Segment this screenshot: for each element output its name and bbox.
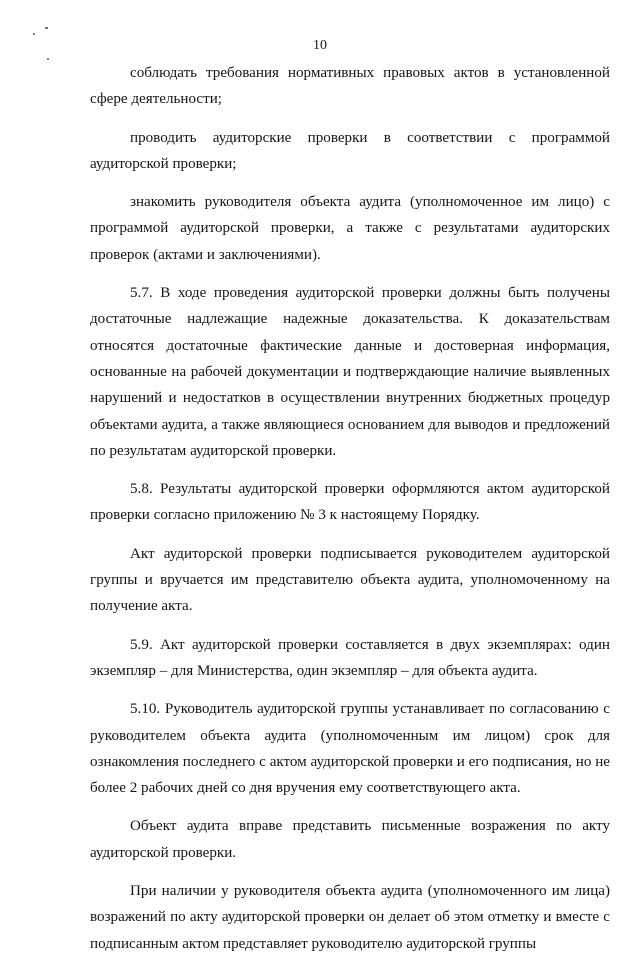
paragraph: знакомить руководителя объекта аудита (уполномоченное им лицо) с программой аудиторской проверки, а также с результатами аудиторских проверок (актами и заключениями). <box>90 194 610 263</box>
paragraph-5-8: 5.8. Результаты аудиторской проверки оформляются актом аудиторской проверки согласно приложению № 3 к настоящему Порядку. <box>90 481 610 524</box>
scan-speck <box>45 27 48 29</box>
paragraph: проводить аудиторские проверки в соответствии с программой аудиторской проверки; <box>90 129 610 172</box>
document-body <box>90 60 610 957</box>
paragraph-5-10: 5.10. Руководитель аудиторской группы устанавливает по согласованию с руководителем объекта аудита (уполномоченным им лицом) срок для ознакомления последнего с актом аудиторской проверки и его подписания, но не более 2 рабочих дней со дня вручения ему соответствующего акта. <box>90 701 610 797</box>
paragraph: При наличии у руководителя объекта аудита (уполномоченного им лица) возражений по акту аудиторской проверки он делает об этом отметку и вместе с подписанным актом представляет руководителю аудиторской группы <box>90 883 610 952</box>
paragraph-5-7: 5.7. В ходе проведения аудиторской проверки должны быть получены достаточные надлежащие надежные доказательства. К доказательствам относятся достаточные фактические данные и достоверная информация, основанные на рабочей документации и подтверждающие наличие выявленных нарушений и недостатков в осуществлении внутренних бюджетных процедур объектами аудита, а также являющиеся основанием для выводов и предложений по результатам аудиторской проверки. <box>90 285 610 459</box>
paragraph-5-9: 5.9. Акт аудиторской проверки составляется в двух экземплярах: один экземпляр – для Министерства, один экземпляр – для объекта аудита. <box>90 636 610 679</box>
scan-speck <box>33 33 35 35</box>
scan-speck <box>47 58 49 60</box>
paragraph: соблюдать требования нормативных правовых актов в установленной сфере деятельности; <box>90 65 610 108</box>
paragraph: Акт аудиторской проверки подписывается руководителем аудиторской группы и вручается им представителю объекта аудита, уполномоченному на получение акта. <box>90 545 610 615</box>
page-number: 10 <box>313 38 327 53</box>
paragraph: Объект аудита вправе представить письменные возражения по акту аудиторской проверки. <box>90 818 610 861</box>
